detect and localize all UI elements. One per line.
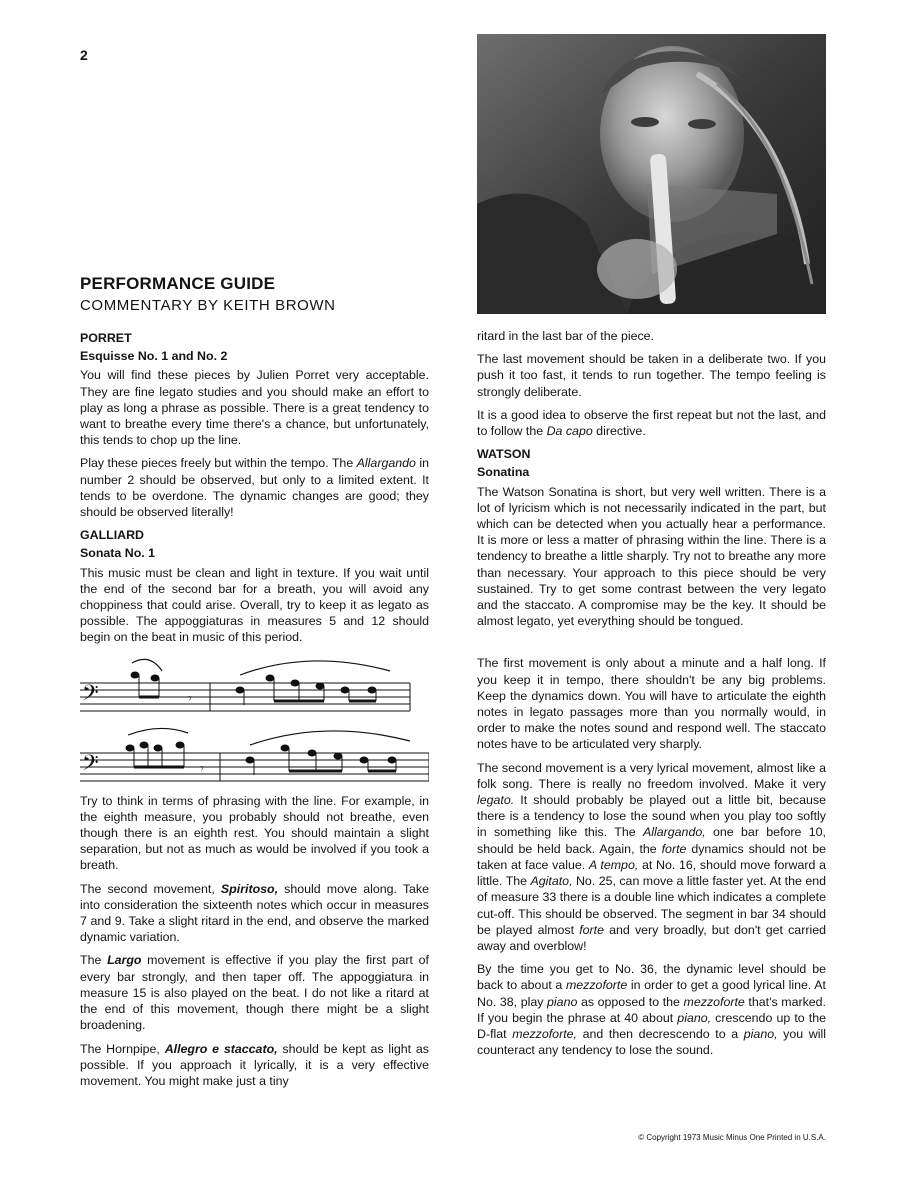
paragraph: Play these pieces freely but within the tempo. The Allargando in number 2 should be observed, but only to a limited extent. It tends to be overdone. The dynamic changes are good; they should be observed literally! (80, 456, 429, 520)
section-title-porret: PORRET (80, 331, 132, 345)
paragraph: The first movement is only about a minute and a half long. If you keep it in tempo, there shouldn't be any big problems. Keep the dynamics down. You will have to articulate the eighth notes in legato passages more than you normally would, in order to make the notes sound and respond well. The staccato notes have to be articulated very sharply. (477, 656, 826, 752)
music-staff-2 (80, 723, 429, 785)
paragraph: This music must be clean and light in texture. If you wait until the end of the second bar for a breath, you will avoid any choppiness that could arise. Overall, try to keep it as legato as possible. The appoggiaturas in measures 5 and 12 should begin on the beat in music of this period. (80, 565, 429, 645)
paragraph: It is a good idea to observe the first repeat but not the last, and to follow the Da capo directive. (477, 407, 826, 439)
page-heading: PERFORMANCE GUIDE (80, 274, 276, 293)
paragraph: The Watson Sonatina is short, but very well written. There is a lot of lyricism which is not necessarily indicated in the part, but which can be detected when you actually hear a performance. It is more or less a matter of phrasing within the line. There is a tendency to breathe a little sharply. Try not to breathe any more than necessary. Your approach to this piece should be very sustained. Try to get some contrast between the very legato and the staccato. A compromise may be the key. It should be almost legato, yet everything should be tongued. (477, 484, 826, 629)
paragraph: Try to think in terms of phrasing with the line. For example, in the eighth measure, you probably should not breathe, even though there is an eighth rest. You should maintain a slight separation, but not as much as would be involved if you took a breath. (80, 793, 429, 873)
copyright-notice: © Copyright 1973 Music Minus One Printed in U.S.A. (638, 1133, 826, 1142)
section-subtitle-galliard: Sonata No. 1 (80, 546, 156, 561)
paragraph: The second movement is a very lyrical movement, almost like a folk song. There is really no freedom involved. Make it very legato. It should probably be played out a little bit, because there is a tendency to lose the sound when you play too softly in something like this. The Allargando, one bar before 10, should be held back. Again, the forte dynamics should not be taken at face value. A tempo, at No. 16, should move forward a little. The Agitato, No. 25, can move a little faster yet. At the end of measure 33 there is a double line which indicates a complete cut-off. This should be observed. The segment in bar 34 should be played almost forte and very broadly, but don't get carried away and overblow! (477, 760, 826, 953)
portrait-photo (477, 34, 826, 314)
music-staff-1 (80, 653, 429, 715)
section-title-watson: WATSON (477, 447, 531, 462)
svg-text:𝄾: 𝄾 (188, 689, 192, 706)
paragraph: By the time you get to No. 36, the dynamic level should be back to about a mezzoforte in order to get a good lyrical line. At No. 38, play piano as opposed to the mezzoforte that's marked. If you begin the phrase at 40 about piano, crescendo up to the D-flat mezzoforte, and then decrescendo to a piano, you will counteract any tendency to lose the sound. (477, 962, 827, 1058)
paragraph: The last movement should be taken in a deliberate two. If you push it too fast, it tends to run together. The tempo feeling is strongly deliberate. (477, 352, 826, 399)
svg-text:𝄾: 𝄾 (200, 759, 204, 776)
section-title-galliard: GALLIARD (80, 528, 145, 543)
right-column (477, 328, 826, 1065)
section-subtitle-watson: Sonatina (477, 465, 530, 480)
section-subtitle-porret: Esquisse No. 1 and No. 2 (80, 349, 228, 364)
paragraph: The second movement, Spiritoso, should move along. Take into consideration the sixteenth notes which occur in measures 7 and 9. Take a slight ritard in the end, and observe the marked dynamic variation. (80, 881, 430, 945)
paragraph: The Hornpipe, Allegro e staccato, should be kept as light as possible. If you approach it lyrically, it is a very effective movement. You might make just a tiny (80, 1041, 430, 1088)
page-number: 2 (80, 47, 88, 63)
svg-text:𝄢: 𝄢 (82, 750, 99, 781)
paragraph: The Largo movement is effective if you play the first part of every bar strongly, and then taper off. The appoggiatura in measure 15 is also played on the beat. I do not like a ritard at the end of this movement, though there might be a slight broadening. (80, 953, 429, 1033)
trombonist-portrait-image (477, 34, 826, 314)
left-column (80, 328, 429, 1096)
svg-text:𝄢: 𝄢 (82, 680, 99, 711)
paragraph: ritard in the last bar of the piece. (477, 329, 655, 343)
page-subheading: COMMENTARY BY KEITH BROWN (80, 297, 336, 314)
paragraph: You will find these pieces by Julien Porret very acceptable. They are fine legato studies and you should make an effort to play as long a phrase as possible. There is a great tendency to want to breathe every time there's a chance, but unfortunately, this tends to chop up the line. (80, 368, 429, 448)
